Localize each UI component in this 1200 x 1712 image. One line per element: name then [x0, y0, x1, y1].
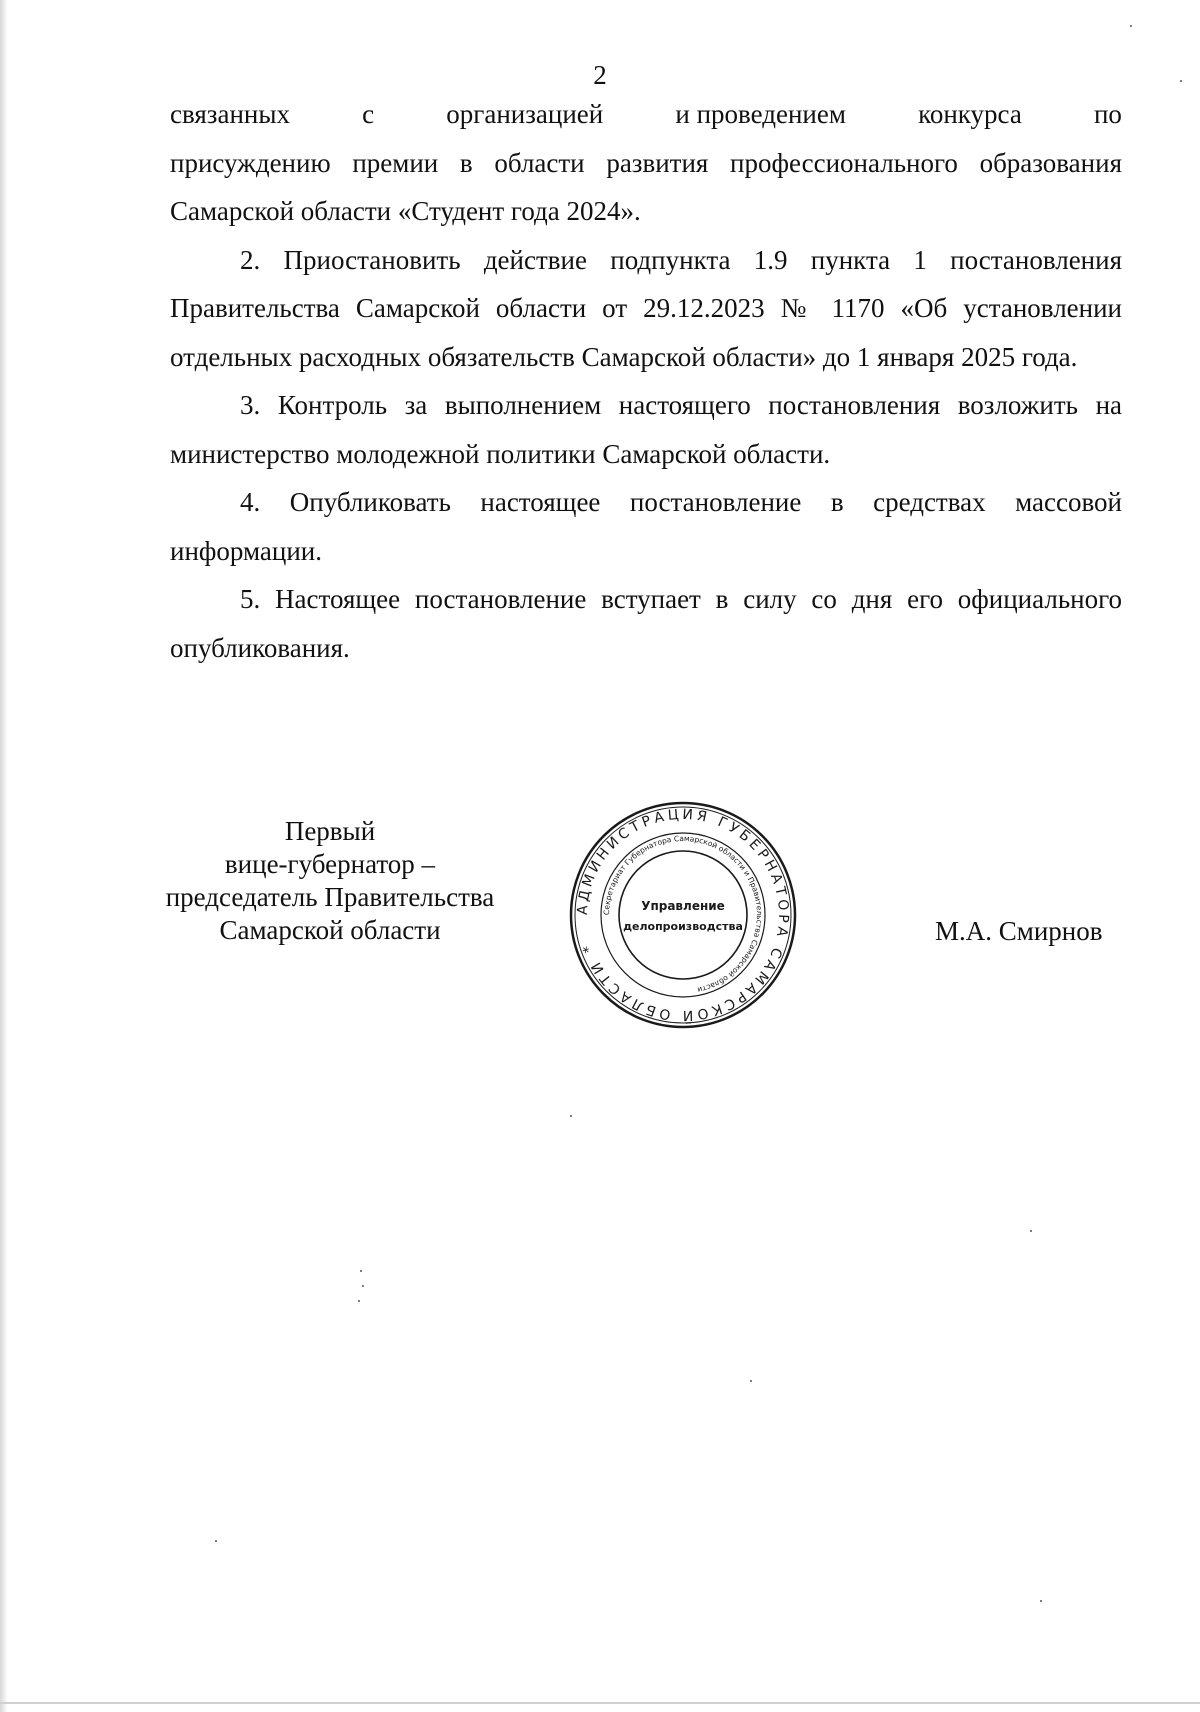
word: по	[1093, 99, 1122, 129]
signatory-title-line: Первый	[284, 816, 376, 846]
signatory-title-line: вице-губернатор –	[224, 849, 436, 879]
scan-speck	[362, 1285, 364, 1287]
official-seal-stamp	[568, 800, 798, 1030]
scan-speck	[570, 1115, 572, 1117]
scan-speck	[215, 1540, 217, 1542]
seal-middle-ring	[601, 833, 765, 997]
scan-bottom-edge	[0, 1702, 1200, 1704]
page-number: 2	[593, 60, 607, 90]
paragraph-4: 4. Опубликовать настоящее постановление в средствах массовой информации.	[170, 487, 1122, 566]
word: организацией	[446, 99, 604, 129]
word: связанных	[170, 99, 290, 129]
scan-speck	[1030, 1230, 1032, 1232]
signer-name: М.А. Смирнов	[935, 916, 1103, 946]
scan-speck	[1130, 25, 1132, 27]
scan-speck	[750, 1380, 752, 1382]
seal-outer-text: АДМИНИСТРАЦИЯ ГУБЕРНАТОРА САМАРСКОЙ ОБЛАСТИ *	[574, 806, 792, 1024]
signatory-title	[145, 815, 515, 947]
scan-speck	[1040, 1600, 1042, 1602]
word: с	[362, 99, 375, 129]
scan-edge-shadow	[0, 0, 8, 1712]
paragraph-3: 3. Контроль за выполнением настоящего постановления возложить на министерство молодежной политики Самарской области.	[170, 390, 1122, 469]
word: конкурса	[918, 99, 1022, 129]
scan-speck	[360, 1270, 362, 1272]
signatory-title-line: председатель Правительства	[165, 882, 495, 912]
seal-center-line-1: Управление	[641, 899, 725, 913]
signatory-title-line: Самарской области	[219, 915, 441, 945]
seal-inner-ring	[619, 851, 747, 979]
document-body	[170, 90, 1122, 672]
word: и проведением	[675, 99, 846, 129]
scan-speck	[358, 1300, 360, 1302]
paragraph-2: 2. Приостановить действие подпункта 1.9 пункта 1 постановления Правительства Самарской области от 29.12.2023 № 1170 «Об установлении отдельных расходных обязательств Самарской области» до 1 января 2025 года.	[170, 244, 1122, 372]
scan-speck	[1180, 80, 1182, 82]
paragraph-1-first-line	[170, 90, 1122, 139]
paragraph-5: 5. Настоящее постановление вступает в силу со дня его официального опубликования.	[170, 584, 1122, 663]
seal-center-line-2: делопроизводства	[623, 920, 743, 933]
paragraph-1-continuation: присуждению премии в области развития профессионального образования Самарской области «Студент года 2024».	[170, 147, 1122, 226]
seal-inner-ring-text: Секретариат Губернатора Самарской области и Правительства Самарской области	[601, 833, 765, 995]
